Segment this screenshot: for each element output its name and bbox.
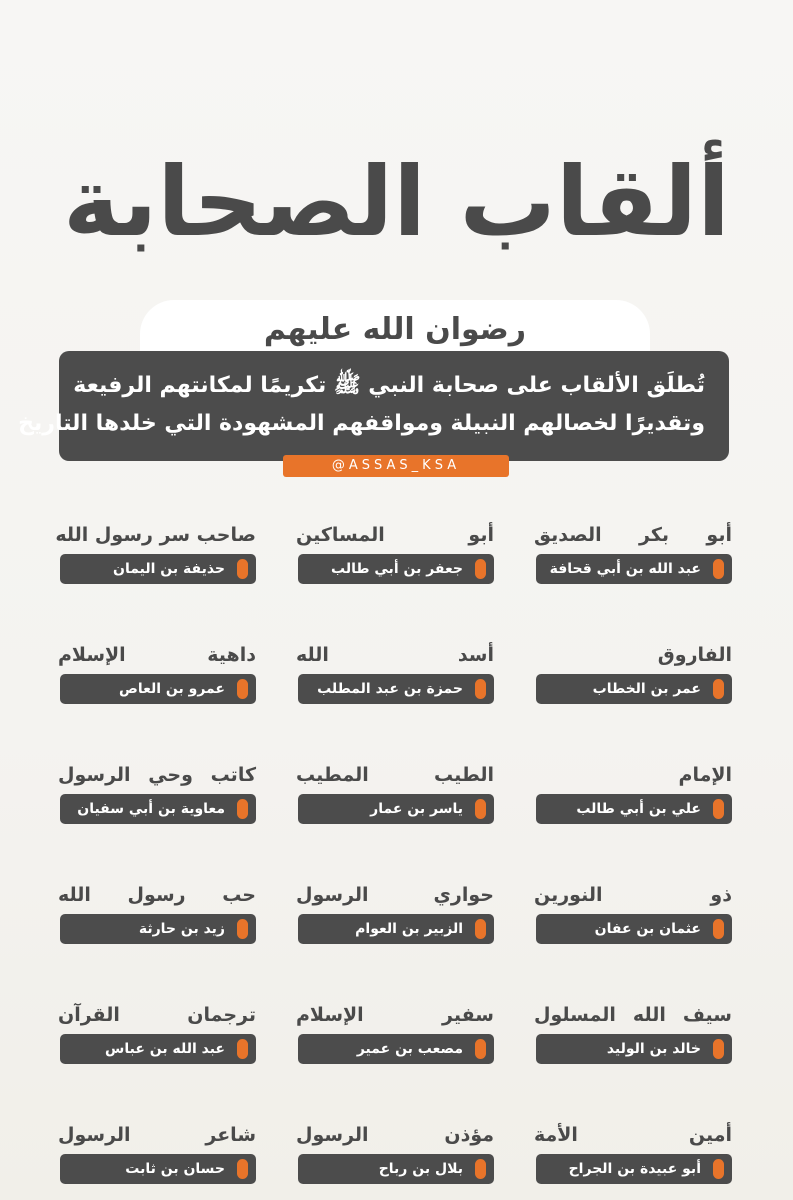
companion-card xyxy=(58,880,256,944)
companion-name: عثمان بن عفان xyxy=(594,921,701,937)
companion-epithet: أسد الله xyxy=(296,644,494,666)
companion-name: علي بن أبي طالب xyxy=(576,801,701,817)
companion-epithet: أمين الأمة xyxy=(534,1124,732,1146)
companion-name-bar xyxy=(536,794,732,824)
intro-line-1: تُطلَق الألقاب على صحابة النبي ﷺ تكريمًا لمكانتهم الرفيعة xyxy=(73,373,705,398)
companion-name-bar xyxy=(60,794,256,824)
companion-card xyxy=(296,760,494,824)
companion-name: حذيفة بن اليمان xyxy=(113,561,225,577)
companion-epithet: الإمام xyxy=(678,764,732,786)
companion-name: خالد بن الوليد xyxy=(606,1041,701,1057)
bullet-icon xyxy=(237,1159,248,1179)
companion-card xyxy=(534,520,732,584)
bullet-icon xyxy=(237,679,248,699)
companion-name: معاوية بن أبي سفيان xyxy=(77,801,225,817)
companion-name-bar xyxy=(298,554,494,584)
companion-card xyxy=(58,760,256,824)
companion-card xyxy=(534,880,732,944)
companion-epithet: سيف الله المسلول xyxy=(534,1004,732,1026)
companion-name-bar xyxy=(298,1034,494,1064)
companion-name-bar xyxy=(60,1154,256,1184)
page-subtitle: رضوان الله عليهم xyxy=(263,312,527,347)
companion-name: زيد بن حارثة xyxy=(138,921,225,937)
companion-epithet: حواري الرسول xyxy=(296,884,494,906)
bullet-icon xyxy=(475,1159,486,1179)
companion-name-bar xyxy=(536,554,732,584)
companion-card xyxy=(58,1120,256,1184)
companion-card xyxy=(55,520,256,584)
companion-card xyxy=(534,1000,732,1064)
bullet-icon xyxy=(237,799,248,819)
companion-name: عمر بن الخطاب xyxy=(592,681,701,697)
companion-name: ياسر بن عمار xyxy=(370,801,463,817)
companion-name: عبد الله بن عباس xyxy=(105,1041,225,1057)
companion-name-bar xyxy=(60,914,256,944)
companion-name-bar xyxy=(536,1154,732,1184)
companion-card xyxy=(534,640,732,704)
companion-name: حمزة بن عبد المطلب xyxy=(317,681,463,697)
companion-name: جعفر بن أبي طالب xyxy=(331,561,463,577)
companion-card xyxy=(534,760,732,824)
companion-name-bar xyxy=(298,794,494,824)
companion-name: عمرو بن العاص xyxy=(118,681,225,697)
intro-line-2: وتقديرًا لخصالهم النبيلة ومواقفهم المشهودة التي خلدها التاريخ xyxy=(18,411,705,436)
companion-epithet: كاتب وحي الرسول xyxy=(58,764,256,786)
companion-epithet: داهية الإسلام xyxy=(58,644,256,666)
companion-epithet: مؤذن الرسول xyxy=(296,1124,494,1146)
companion-name: مصعب بن عمير xyxy=(356,1041,463,1057)
companion-epithet: ذو النورين xyxy=(534,884,732,906)
companion-epithet: ترجمان القرآن xyxy=(58,1004,256,1026)
companion-epithet: حب رسول الله xyxy=(58,884,256,906)
bullet-icon xyxy=(713,679,724,699)
companion-card xyxy=(296,520,494,584)
bullet-icon xyxy=(713,1039,724,1059)
bullet-icon xyxy=(475,799,486,819)
companion-card xyxy=(296,1120,494,1184)
companion-name: حسان بن ثابت xyxy=(125,1161,225,1177)
companions-grid xyxy=(55,520,732,1184)
social-handle-badge: @ASSAS_KSA xyxy=(283,455,509,477)
bullet-icon xyxy=(475,679,486,699)
companion-card xyxy=(296,1000,494,1064)
companion-card xyxy=(534,1120,732,1184)
intro-panel xyxy=(18,351,729,461)
bullet-icon xyxy=(713,799,724,819)
companion-name-bar xyxy=(298,674,494,704)
companion-card xyxy=(58,1000,256,1064)
companion-epithet: سفير الإسلام xyxy=(296,1004,494,1026)
companion-name: الزبير بن العوام xyxy=(355,921,463,937)
companion-name-bar xyxy=(60,674,256,704)
companion-name-bar xyxy=(60,1034,256,1064)
companion-epithet: الفاروق xyxy=(657,644,732,666)
companion-name: عبد الله بن أبي قحافة xyxy=(549,561,701,577)
companion-card xyxy=(296,880,494,944)
companion-card xyxy=(296,640,494,704)
bullet-icon xyxy=(237,559,248,579)
companion-epithet: شاعر الرسول xyxy=(58,1124,256,1146)
companion-epithet: أبو المساكين xyxy=(296,524,494,546)
bullet-icon xyxy=(475,919,486,939)
page-title: ألقاب الصحابة xyxy=(62,146,731,258)
companion-name-bar xyxy=(298,914,494,944)
companion-card xyxy=(58,640,256,704)
companion-epithet: أبو بكر الصديق xyxy=(534,524,732,546)
companion-epithet: صاحب سر رسول الله xyxy=(55,524,256,546)
bullet-icon xyxy=(475,1039,486,1059)
bullet-icon xyxy=(237,1039,248,1059)
bullet-icon xyxy=(475,559,486,579)
companion-name-bar xyxy=(298,1154,494,1184)
companion-name-bar xyxy=(536,1034,732,1064)
companion-epithet: الطيب المطيب xyxy=(296,764,494,786)
companion-name: بلال بن رباح xyxy=(378,1161,463,1177)
bullet-icon xyxy=(713,559,724,579)
companion-name-bar xyxy=(60,554,256,584)
bullet-icon xyxy=(713,1159,724,1179)
companion-name-bar xyxy=(536,674,732,704)
bullet-icon xyxy=(237,919,248,939)
companion-name-bar xyxy=(536,914,732,944)
bullet-icon xyxy=(713,919,724,939)
companion-name: أبو عبيدة بن الجراح xyxy=(568,1161,701,1177)
